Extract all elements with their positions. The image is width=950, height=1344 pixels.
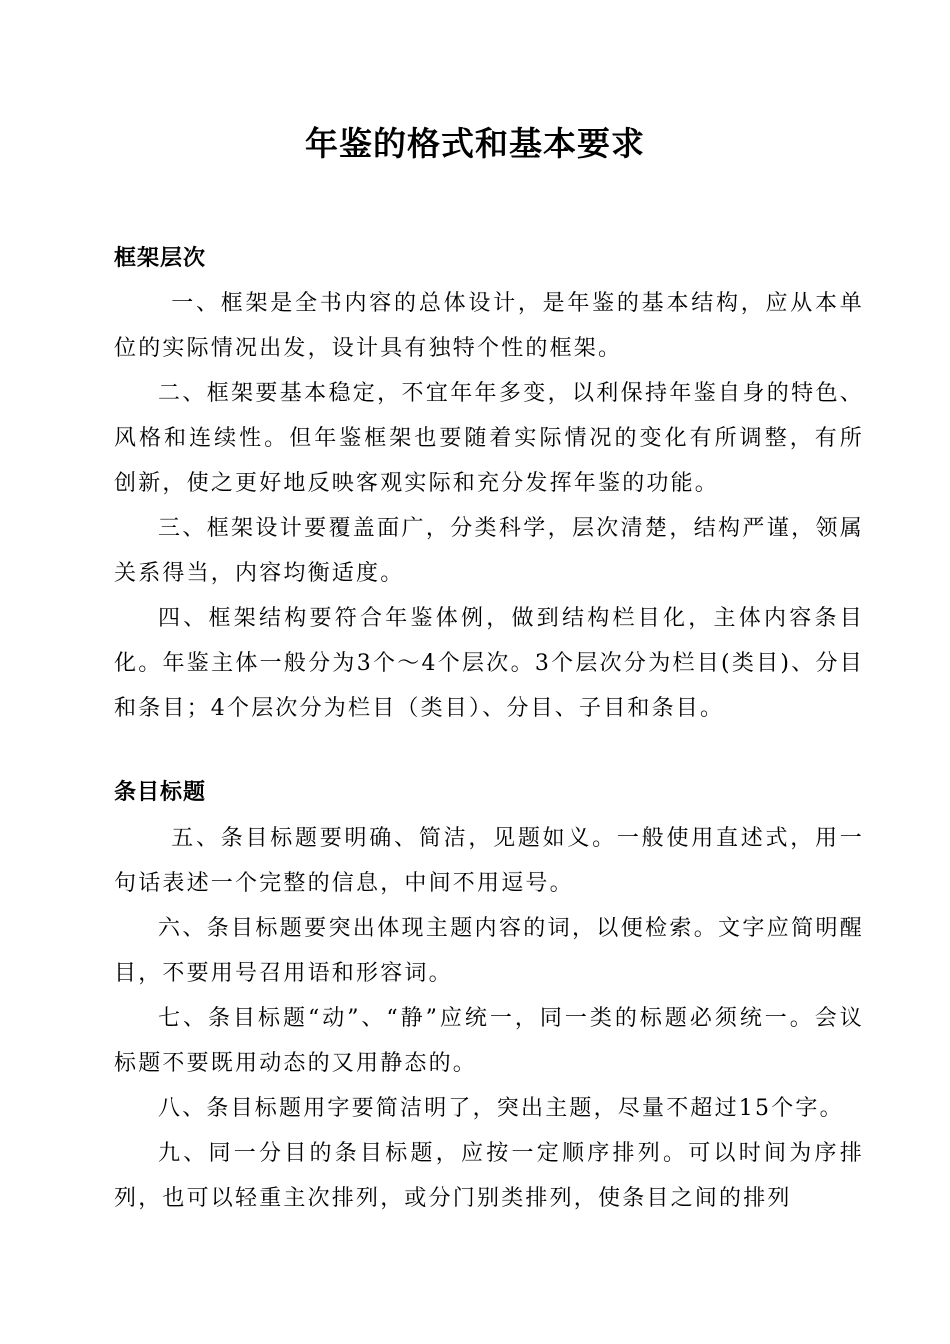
paragraph-8: 八、条目标题用字要简洁明了，突出主题，尽量不超过15个字。 xyxy=(158,1096,844,1121)
paragraph-1: 一、框架是全书内容的总体设计，是年鉴的基本结构，应从本单位的实际情况出发，设计具有独特个性的框架。 xyxy=(114,291,864,361)
section-heading-framework: 框架层次 xyxy=(114,245,207,271)
paragraph-2: 二、框架要基本稳定，不宜年年多变，以利保持年鉴自身的特色、风格和连续性。但年鉴框架也要随着实际情况的变化有所调整，有所创新，使之更好地反映客观实际和充分发挥年鉴的功能。 xyxy=(114,381,864,496)
paragraph-7: 七、条目标题“动”、“静”应统一，同一类的标题必须统一。会议标题不要既用动态的又用静态的。 xyxy=(114,1006,864,1076)
paragraph-5: 五、条目标题要明确、简洁，见题如义。一般使用直述式，用一句话表述一个完整的信息，中间不用逗号。 xyxy=(114,826,864,896)
paragraph-9: 九、同一分目的条目标题，应按一定顺序排列。可以时间为序排列，也可以轻重主次排列，或分门别类排列，使条目之间的排列 xyxy=(114,1141,864,1211)
document-title: 年鉴的格式和基本要求 xyxy=(305,124,645,163)
paragraph-4: 四、框架结构要符合年鉴体例，做到结构栏目化，主体内容条目化。年鉴主体一般分为3个～4个层次。3个层次分为栏目(类目)、分目和条目；4个层次分为栏目（类目）、分目、子目和条目。 xyxy=(114,606,864,721)
paragraph-6: 六、条目标题要突出体现主题内容的词，以便检索。文字应简明醒目，不要用号召用语和形容词。 xyxy=(114,916,864,986)
paragraph-3: 三、框架设计要覆盖面广，分类科学，层次清楚，结构严谨，领属关系得当，内容均衡适度。 xyxy=(114,516,864,586)
section-heading-entry-titles: 条目标题 xyxy=(114,779,207,805)
